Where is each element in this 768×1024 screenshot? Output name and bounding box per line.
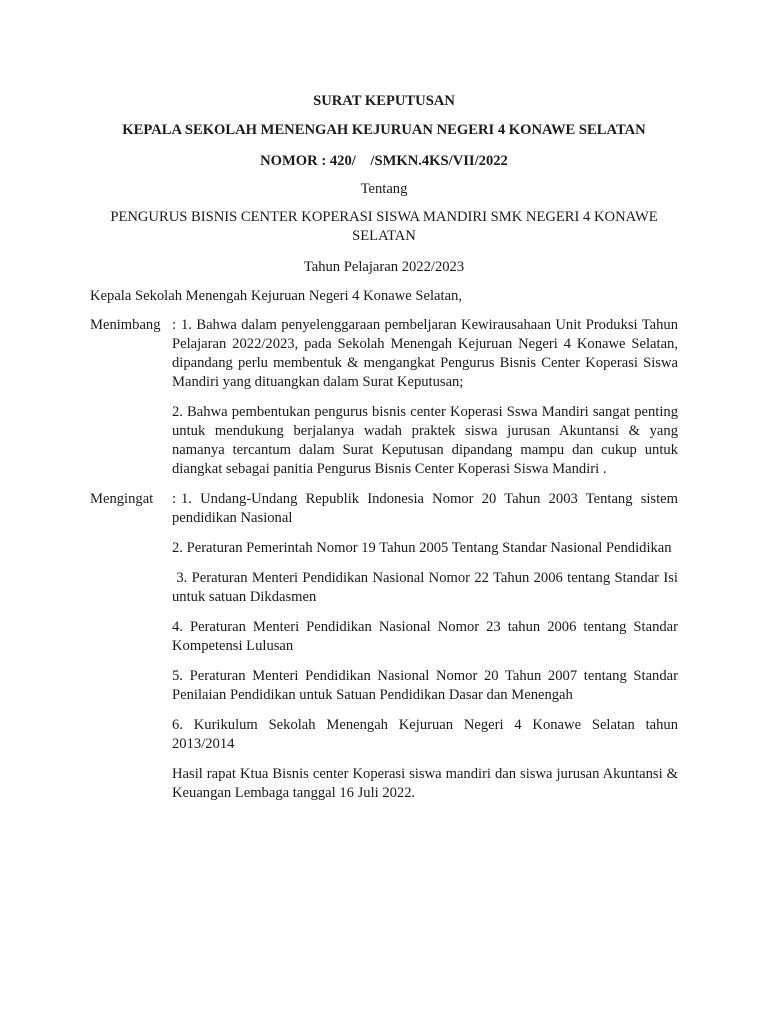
mengingat-item-3: 3. Peraturan Menteri Pendidikan Nasional Nomor 22 Tahun 2006 tentang Standar Isi untuk satuan Dikdasmen: [172, 570, 682, 605]
menimbang-list: [172, 316, 678, 490]
mengingat-item-4: 4. Peraturan Menteri Pendidikan Nasional Nomor 23 tahun 2006 tentang Standar Kompetensi Lulusan: [172, 619, 678, 654]
mengingat-item-6: 6. Kurikulum Sekolah Menengah Kejuruan Negeri 4 Konawe Selatan tahun 2013/2014: [172, 717, 678, 752]
mengingat-item-2: 2. Peraturan Pemerintah Nomor 19 Tahun 2005 Tentang Standar Nasional Pendidikan: [172, 540, 672, 556]
mengingat-label: Mengingat: [90, 491, 154, 507]
about-text: PENGURUS BISNIS CENTER KOPERASI SISWA MANDIRI SMK NEGERI 4 KONAWE SELATAN: [110, 209, 658, 244]
mengingat-item-1: 1. Undang-Undang Republik Indonesia Nomor 20 Tahun 2003 Tentang sistem pendidikan Nasional: [172, 491, 678, 526]
document-subtitle: KEPALA SEKOLAH MENENGAH KEJURUAN NEGERI 4 KONAWE SELATAN: [122, 122, 646, 138]
about-label: Tentang: [360, 181, 408, 197]
document-title: SURAT KEPUTUSAN: [313, 93, 455, 109]
document-number: NOMOR : 420/ /SMKN.4KS/VII/2022: [260, 153, 508, 169]
menimbang-label: Menimbang: [90, 317, 161, 333]
mengingat-item-5: 5. Peraturan Menteri Pendidikan Nasional Nomor 20 Tahun 2007 tentang Standar Penilaian Pendidikan untuk Satuan Pendidikan Dasar dan Menengah: [172, 668, 678, 703]
mengingat-colon: :: [172, 491, 177, 507]
mengingat-item-7: Hasil rapat Ktua Bisnis center Koperasi siswa mandiri dan siswa jurusan Akuntansi & Keuangan Lembaga tanggal 16 Juli 2022.: [172, 766, 678, 801]
menimbang-colon: :: [172, 317, 177, 333]
academic-year: Tahun Pelajaran 2022/2023: [303, 259, 465, 275]
menimbang-item-2: 2. Bahwa pembentukan pengurus bisnis center Koperasi Sswa Mandiri sangat penting untuk mendukung berjalanya wadah praktek siswa jurusan Akuntansi & yang namanya tercantum dalam Surat Keputusan dipandang mampu dan cukup untuk diangkat sebagai panitia Pengurus Bisnis Center Koperasi Siswa Mandiri .: [172, 404, 678, 477]
menimbang-item-1: 1. Bahwa dalam penyelenggaraan pembeljaran Kewirausahaan Unit Produksi Tahun Pelajaran 2022/2023, pada Sekolah Menengah Kejuruan Negeri 4 Konawe Selatan, dipandang perlu membentuk & mengangkat Pengurus Bisnis Center Koperasi Siswa Mandiri yang dituangkan dalam Surat Keputusan;: [172, 317, 678, 390]
opening-statement: Kepala Sekolah Menengah Kejuruan Negeri 4 Konawe Selatan,: [90, 288, 463, 304]
mengingat-list: [172, 490, 682, 814]
